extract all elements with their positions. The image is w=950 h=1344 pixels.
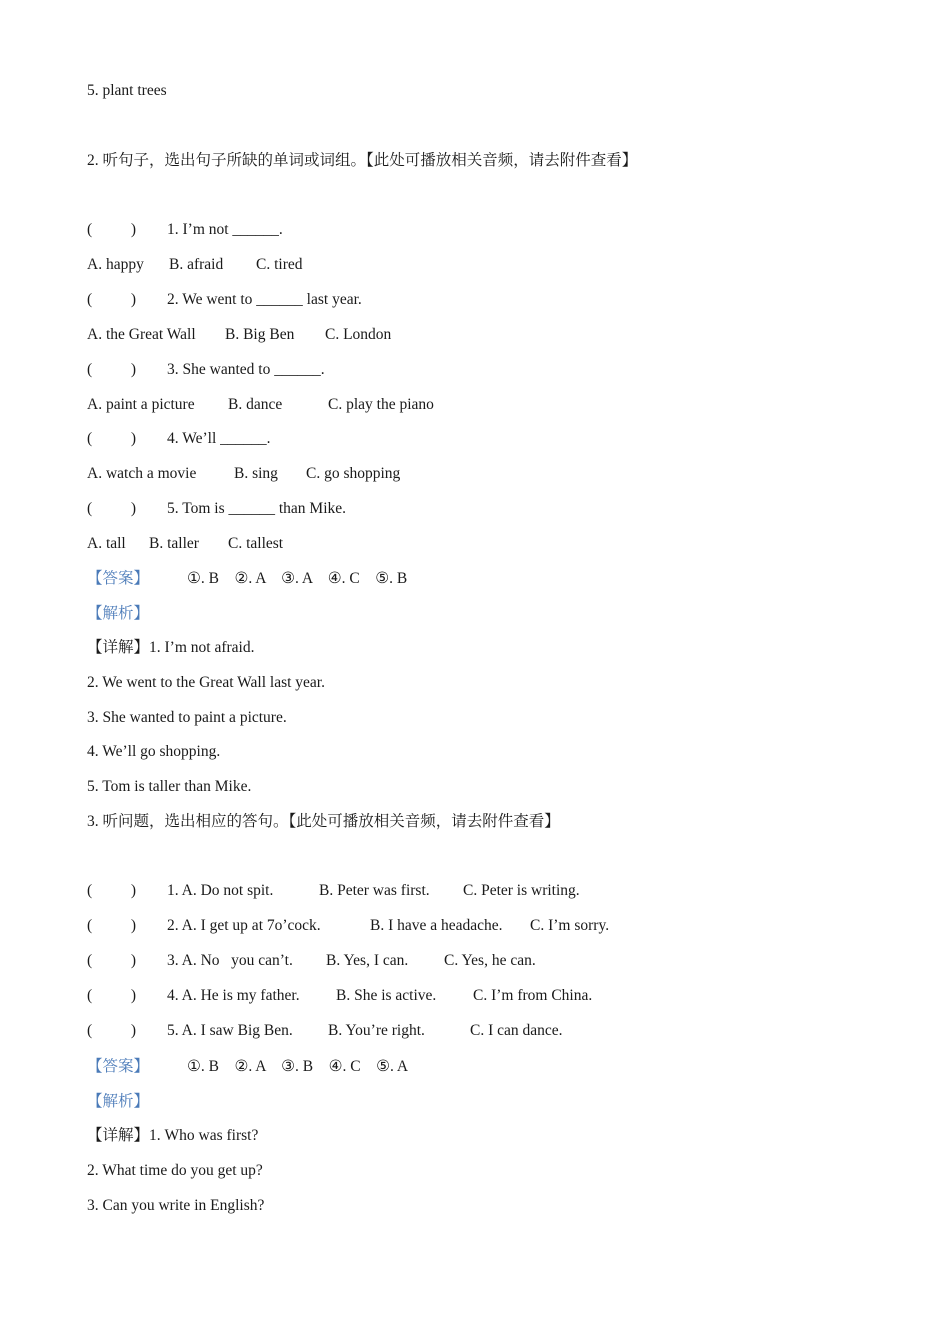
- detail-line: 5. Tom is taller than Mike.: [87, 778, 252, 795]
- option-a: 5. A. I saw Big Ben.: [167, 1022, 293, 1039]
- options-4: [87, 464, 400, 484]
- answer-line: [87, 1057, 408, 1077]
- option-c: C. I can dance.: [470, 1022, 563, 1039]
- option-b: B. afraid: [169, 256, 224, 273]
- options-5: [87, 534, 283, 554]
- detail-line: 2. We went to the Great Wall last year.: [87, 674, 325, 691]
- option-c: C. Yes, he can.: [444, 952, 536, 969]
- question-1: [87, 220, 283, 240]
- response-4: [87, 986, 592, 1006]
- answer-paren: ( ): [87, 987, 137, 1004]
- option-b: B. You’re right.: [328, 1022, 425, 1039]
- option-b: B. Big Ben: [225, 326, 295, 343]
- response-3: [87, 951, 536, 971]
- answer-label: 【答案】: [87, 1058, 150, 1075]
- text-line: 5. plant trees: [87, 82, 167, 99]
- answer-paren: ( ): [87, 291, 137, 308]
- question-text: 5. Tom is ______ than Mike.: [167, 500, 347, 517]
- option-c: C. Peter is writing.: [463, 882, 580, 899]
- detail-line: 2. What time do you get up?: [87, 1162, 263, 1179]
- option-b: B. sing: [234, 465, 278, 482]
- question-5: [87, 499, 346, 519]
- answer-paren: ( ): [87, 952, 137, 969]
- analysis-label: 【解析】: [87, 1093, 150, 1110]
- detail-label: 【详解】: [87, 639, 150, 656]
- question-text: 2. We went to ______ last year.: [167, 291, 362, 308]
- options-3: [87, 395, 434, 415]
- detail-text: 1. I’m not afraid.: [149, 639, 255, 656]
- answer-values: ①. B ②. A ③. B ④. C ⑤. A: [187, 1058, 409, 1075]
- question-text: 1. I’m not ______.: [167, 221, 283, 238]
- answer-paren: ( ): [87, 500, 137, 517]
- option-c: C. London: [325, 326, 392, 343]
- answer-line: [87, 569, 407, 589]
- option-c: C. play the piano: [328, 396, 434, 413]
- option-b: B. Yes, I can.: [326, 952, 409, 969]
- option-a: A. paint a picture: [87, 396, 195, 413]
- section-heading: 3. 听问题，选出相应的答句。【此处可播放相关音频，请去附件查看】: [87, 813, 560, 830]
- option-a: 2. A. I get up at 7o’cock.: [167, 917, 321, 934]
- options-1: [87, 255, 303, 275]
- option-b: B. dance: [228, 396, 283, 413]
- answer-paren: ( ): [87, 361, 137, 378]
- option-c: C. tired: [256, 256, 303, 273]
- option-a: A. tall: [87, 535, 126, 552]
- detail-text: 1. Who was first?: [149, 1127, 259, 1144]
- option-c: C. go shopping: [306, 465, 401, 482]
- answer-paren: ( ): [87, 882, 137, 899]
- question-3: [87, 360, 325, 380]
- answer-paren: ( ): [87, 917, 137, 934]
- option-b: B. She is active.: [336, 987, 437, 1004]
- detail-line: [87, 638, 254, 658]
- response-2: [87, 916, 609, 936]
- section-heading: 2. 听句子，选出句子所缺的单词或词组。【此处可播放相关音频，请去附件查看】: [87, 152, 638, 169]
- option-a: 4. A. He is my father.: [167, 987, 300, 1004]
- option-c: C. I’m sorry.: [530, 917, 610, 934]
- response-1: [87, 881, 580, 901]
- option-a: 3. A. No you can’t.: [167, 952, 293, 969]
- option-a: A. watch a movie: [87, 465, 197, 482]
- option-c: C. I’m from China.: [473, 987, 593, 1004]
- analysis-label: 【解析】: [87, 605, 150, 622]
- option-a: A. the Great Wall: [87, 326, 196, 343]
- answer-label: 【答案】: [87, 570, 150, 587]
- response-5: [87, 1021, 563, 1041]
- answer-paren: ( ): [87, 221, 137, 238]
- detail-line: [87, 1126, 258, 1146]
- question-2: [87, 290, 362, 310]
- detail-line: 4. We’ll go shopping.: [87, 743, 221, 760]
- answer-paren: ( ): [87, 430, 137, 447]
- answer-paren: ( ): [87, 1022, 137, 1039]
- option-b: B. Peter was first.: [319, 882, 430, 899]
- option-a: A. happy: [87, 256, 144, 273]
- question-text: 4. We’ll ______.: [167, 430, 271, 447]
- question-4: [87, 429, 271, 449]
- question-text: 3. She wanted to ______.: [167, 361, 325, 378]
- option-c: C. tallest: [228, 535, 284, 552]
- option-b: B. I have a headache.: [370, 917, 503, 934]
- detail-line: 3. Can you write in English?: [87, 1197, 265, 1214]
- options-2: [87, 325, 391, 345]
- answer-values: ①. B ②. A ③. A ④. C ⑤. B: [187, 570, 408, 587]
- detail-label: 【详解】: [87, 1127, 150, 1144]
- option-b: B. taller: [149, 535, 199, 552]
- option-a: 1. A. Do not spit.: [167, 882, 274, 899]
- detail-line: 3. She wanted to paint a picture.: [87, 709, 287, 726]
